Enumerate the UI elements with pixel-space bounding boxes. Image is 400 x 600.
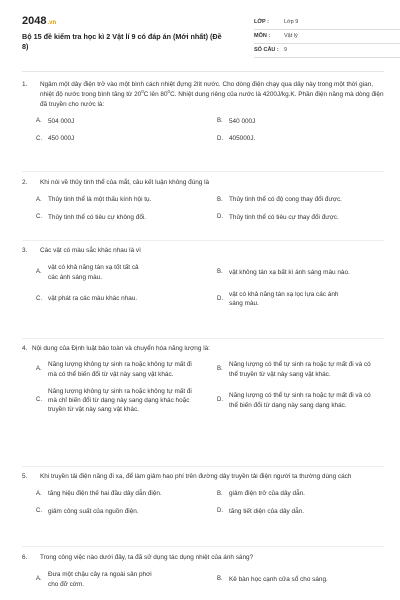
option-letter: A.	[36, 269, 42, 276]
question-text-part: Ngâm một dây điện trở vào một bình cách nhiệt đựng 2lít nước. Cho dòng điện chạy qua dây này trong một thời gian, nhiệt độ nước trong bình tăng từ 20	[40, 81, 374, 99]
option-text: 540 000J	[229, 117, 256, 125]
meta-label: LỚP :	[254, 18, 269, 25]
option-letter: C.	[36, 397, 42, 404]
logo-suffix: .vn	[47, 20, 57, 26]
meta-value: Lớp 9	[284, 18, 299, 25]
option-letter: C.	[36, 507, 42, 514]
question-2	[22, 178, 384, 222]
question-3	[22, 246, 384, 308]
option-list	[22, 195, 384, 222]
option-a[interactable]	[22, 360, 203, 379]
option-letter: B.	[217, 576, 223, 583]
question-body: Khi truyền tải điện năng đi xa, để làm giảm hao phí trên đường dây truyền tải điện người ta thường dùng cách	[40, 473, 352, 480]
question-text	[22, 553, 384, 562]
question-divider	[22, 240, 384, 241]
option-a[interactable]	[22, 263, 203, 282]
option-c[interactable]	[22, 387, 203, 415]
option-letter: A.	[36, 196, 42, 203]
question-5	[22, 472, 384, 516]
option-text: tăng tiết diện của dây dẫn.	[229, 507, 304, 515]
question-body: Các vật có màu sắc khác nhau là vì	[40, 247, 141, 254]
option-list	[22, 360, 384, 414]
question-divider	[22, 171, 384, 172]
meta-row-subject	[254, 30, 400, 44]
option-a[interactable]	[22, 117, 203, 126]
option-list	[22, 117, 384, 144]
option-letter: D.	[217, 295, 223, 302]
option-text: vật có khả năng tán xạ tốt tất cả các ánh sáng màu.	[48, 264, 139, 281]
option-d[interactable]	[203, 213, 384, 222]
question-body: Trong công việc nào dưới đây, ta đã sử dụng tác dụng nhiệt của ánh sáng?	[40, 554, 254, 561]
option-text: 450 000J	[48, 135, 75, 143]
question-body: Nội dung của Định luật bảo toàn và chuyển hóa năng lượng là:	[32, 345, 210, 352]
meta-label: MÔN :	[254, 32, 271, 39]
question-number: 5.	[22, 473, 28, 480]
option-text: vật có khả năng tán xạ lọc lựa các ánh sáng màu.	[229, 290, 339, 308]
option-a[interactable]	[22, 570, 203, 589]
option-b[interactable]	[203, 195, 384, 204]
option-text: vật phát ra các màu khác nhau.	[48, 295, 138, 303]
option-b[interactable]	[203, 570, 384, 589]
option-d[interactable]	[203, 134, 384, 143]
question-text	[22, 178, 384, 187]
option-d[interactable]	[203, 507, 384, 516]
question-divider	[22, 338, 384, 339]
option-letter: C.	[36, 213, 42, 220]
question-text	[22, 246, 384, 255]
question-number: 4.	[22, 345, 28, 352]
option-b[interactable]	[203, 117, 384, 126]
question-6	[22, 553, 384, 589]
option-text: Năng lượng không tự sinh ra hoặc không tự mất đi mà có thể biến đổi từ vật này sang vật khác.	[48, 361, 192, 378]
option-c[interactable]	[22, 213, 203, 222]
header-divider	[22, 71, 384, 72]
question-number: 1.	[22, 81, 28, 88]
meta-value: 9	[284, 46, 288, 53]
question-4	[22, 344, 384, 415]
question-text	[22, 472, 384, 481]
option-text: Thủy tinh thể là một thấu kính hội tụ.	[48, 196, 152, 204]
question-number: 3.	[22, 247, 28, 254]
option-list	[22, 570, 384, 589]
option-letter: B.	[217, 366, 223, 373]
option-letter: D.	[217, 135, 223, 142]
option-letter: B.	[217, 269, 223, 276]
option-a[interactable]	[22, 489, 203, 498]
question-body	[36, 80, 384, 109]
option-letter: A.	[36, 490, 42, 497]
question-divider	[22, 546, 384, 547]
document-title: Bộ 15 đề kiểm tra học kì 2 Vật lí 9 có đáp án (Mới nhất) (Đề 8)	[22, 32, 222, 52]
meta-info	[254, 16, 400, 58]
option-text: Kê bàn học cạnh cửa sổ cho sáng.	[229, 575, 328, 583]
option-text: vật không tán xạ bất kì ánh sáng màu nào.	[229, 268, 350, 276]
question-text	[22, 80, 384, 109]
page-header	[22, 14, 384, 64]
option-letter: A.	[36, 366, 42, 373]
option-letter: A.	[36, 576, 42, 583]
question-body: Khi nói về thủy tinh thể của mắt, câu kết luận không đúng là	[40, 179, 210, 186]
option-text: giảm điện trở của dây dẫn.	[229, 490, 305, 498]
superscript: 0	[141, 89, 144, 95]
meta-value: Vật lý	[284, 32, 298, 39]
option-text: Năng lượng có thể tự sinh ra hoặc tự mất đi và có thể biến đổi từ dạng này sang dạng khác.	[229, 392, 371, 409]
option-a[interactable]	[22, 195, 203, 204]
option-c[interactable]	[22, 507, 203, 516]
option-text: Thủy tinh thể có tiêu cự không đổi.	[48, 213, 147, 221]
option-text: Thủy tinh thể có tiêu cự thay đổi được.	[229, 213, 339, 221]
question-number: 2.	[22, 179, 28, 186]
option-text: 504 000J	[48, 117, 75, 125]
meta-row-count	[254, 44, 400, 58]
option-list	[22, 489, 384, 516]
meta-row-class	[254, 16, 400, 30]
option-b[interactable]	[203, 360, 384, 379]
option-letter: B.	[217, 196, 223, 203]
option-d[interactable]	[203, 290, 384, 309]
option-b[interactable]	[203, 263, 384, 282]
option-letter: A.	[36, 118, 42, 125]
option-text: tăng hiệu điện thế hai đầu dây dẫn điện.	[48, 490, 162, 498]
site-logo[interactable]	[22, 14, 56, 30]
option-c[interactable]	[22, 290, 203, 309]
question-text-part: C lên 80	[143, 91, 168, 99]
option-b[interactable]	[203, 489, 384, 498]
option-letter: D.	[217, 507, 223, 514]
option-letter: B.	[217, 118, 223, 125]
option-letter: B.	[217, 490, 223, 497]
option-text: 405000J.	[229, 135, 256, 143]
option-text: Năng lượng không tự sinh ra hoặc không tự mất đi mà chỉ biến đổi từ dạng này sang dạng khác hoặc truyền từ vật này sang vật khác.	[48, 387, 192, 414]
question-text-part: C. Nhiệt dung riêng của nước là 4200J/kg.K. Phần điện năng mà dòng điện đã truyền cho nước là:	[40, 91, 384, 108]
option-letter: C.	[36, 295, 42, 302]
option-text: Thủy tinh thể có độ cong thay đổi được.	[229, 196, 342, 204]
logo-main: 2048	[22, 15, 47, 27]
option-text: giảm công suất của nguồn điện.	[48, 507, 139, 515]
option-list	[22, 263, 384, 308]
question-1	[22, 80, 384, 144]
question-text	[22, 344, 384, 353]
option-c[interactable]	[22, 134, 203, 143]
superscript: 0	[167, 89, 171, 95]
question-number: 6.	[22, 554, 28, 561]
question-divider	[22, 466, 384, 467]
option-letter: D.	[217, 213, 223, 220]
option-d[interactable]	[203, 387, 384, 415]
option-text: Năng lượng có thể tự sinh ra hoặc tự mất đi và có thể truyền từ vật này sang vật khác.	[229, 361, 371, 378]
option-letter: D.	[217, 397, 223, 404]
option-text: Đưa một chậu cây ra ngoài sân phơi cho đỡ cớm.	[48, 571, 152, 588]
meta-label: SỐ CÂU :	[254, 46, 279, 53]
option-letter: C.	[36, 135, 42, 142]
